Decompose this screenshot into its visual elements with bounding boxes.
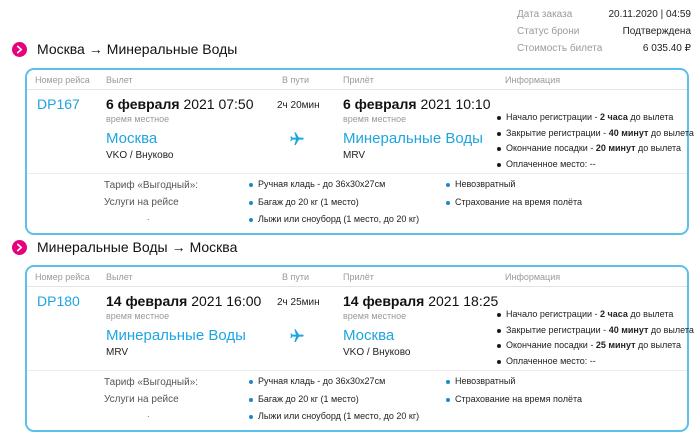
column-arrival: Прилёт (343, 75, 374, 85)
baggage-list (249, 176, 419, 229)
departure-datetime (106, 96, 254, 112)
departure-datetime (106, 293, 261, 309)
info-text: Начало регистрации - (506, 309, 598, 319)
boarding-end-info (497, 338, 694, 354)
column-flight-number: Номер рейса (35, 272, 90, 282)
card-header (27, 267, 687, 287)
column-flight-number: Номер рейса (35, 75, 90, 85)
arrival-datetime (343, 293, 498, 309)
checkin-open-info (497, 307, 694, 323)
baggage-item: Лыжи или сноуборд (1 место, до 20 кг) (249, 211, 419, 229)
column-departure: Вылет (106, 75, 133, 85)
departure-local-label: время местное (106, 114, 170, 124)
route-title (37, 239, 237, 255)
tariff-label: Тариф «Выгодный»: (104, 377, 199, 388)
departure-city: Минеральные Воды (106, 327, 246, 344)
arrival-date: 14 февраля (343, 293, 425, 309)
route-arrow: → (88, 41, 103, 57)
baggage-item: Ручная кладь - до 36x30x27см (249, 176, 419, 194)
chevron-right-icon (12, 42, 27, 57)
info-bold: 2 часа (600, 112, 628, 122)
info-bold: 40 минут (608, 324, 649, 335)
column-departure: Вылет (106, 272, 133, 282)
ticket-cost-value: 6 035.40 ₽ (642, 43, 691, 54)
flight-card-return (25, 265, 694, 432)
baggage-item: Ручная кладь - до 36x30x27см (249, 373, 419, 391)
flight-main (27, 287, 694, 370)
departure-airport: VKO / Внуково (106, 150, 174, 161)
info-bold: 20 минут (595, 143, 636, 153)
condition-item: Невозвратный (446, 176, 582, 194)
arrival-datetime (343, 96, 491, 112)
info-suffix: до вылета (638, 340, 682, 350)
route-from: Москва (37, 41, 85, 57)
flight-duration: 2ч 25мин (277, 297, 320, 308)
arrival-city: Минеральные Воды (343, 130, 483, 147)
info-text: Окончание посадки - (506, 143, 594, 153)
order-date-label: Дата заказа (517, 9, 573, 20)
flight-number: DP180 (37, 293, 80, 309)
departure-date: 6 февраля (106, 96, 180, 112)
info-text: Начало регистрации - (506, 112, 598, 122)
departure-local-label: время местное (106, 311, 170, 321)
paid-seat-info: Оплаченное место: -- (497, 354, 694, 370)
info-suffix: до вылета (630, 309, 674, 319)
info-bold: 40 минут (608, 127, 649, 138)
info-suffix: до вылета (638, 143, 682, 153)
checkin-close-info (497, 126, 694, 142)
info-text: Окончание посадки - (506, 340, 594, 350)
info-suffix: до вылета (650, 324, 694, 335)
airplane-icon (289, 328, 305, 344)
baggage-item: Багаж до 20 кг (1 место) (249, 194, 419, 212)
services-label: Услуги на рейсе (104, 394, 179, 405)
booking-status-value: Подтверждена (622, 26, 691, 37)
baggage-item: Багаж до 20 кг (1 место) (249, 391, 419, 409)
conditions-list (446, 373, 582, 408)
column-arrival: Прилёт (343, 272, 374, 282)
column-en-route: В пути (282, 75, 310, 85)
departure-airport: MRV (106, 347, 129, 358)
condition-item: Страхование на время полёта (446, 391, 582, 409)
flight-card-outbound (25, 68, 694, 235)
route-heading-outbound (12, 40, 237, 58)
column-info: Информация (505, 272, 561, 282)
route-to: Москва (189, 239, 238, 255)
condition-item: Невозвратный (446, 373, 582, 391)
checkin-open-info (497, 110, 694, 126)
order-date-value: 20.11.2020 | 04:59 (608, 9, 691, 20)
arrival-date: 6 февраля (343, 96, 417, 112)
flight-duration: 2ч 20мин (277, 100, 320, 111)
ticket-cost-row (517, 40, 691, 57)
arrival-city: Москва (343, 327, 395, 344)
arrival-time: 2021 10:10 (420, 96, 491, 112)
card-header (27, 70, 687, 90)
services-label: Услуги на рейсе (104, 197, 179, 208)
airplane-icon (289, 131, 305, 147)
info-suffix: до вылета (630, 112, 674, 122)
arrival-local-label: время местное (343, 311, 407, 321)
route-title (37, 41, 237, 57)
route-heading-return (12, 238, 237, 256)
departure-date: 14 февраля (106, 293, 188, 309)
flight-number: DP167 (37, 96, 80, 112)
info-text: Закрытие регистрации - (506, 324, 607, 335)
services-mark: . (147, 212, 150, 222)
flight-info-list (497, 110, 694, 172)
arrival-time: 2021 18:25 (428, 293, 499, 309)
tariff-label: Тариф «Выгодный»: (104, 180, 199, 191)
arrival-airport: MRV (343, 150, 366, 161)
departure-time: 2021 07:50 (183, 96, 254, 112)
flight-info-list (497, 307, 694, 369)
order-date-row (517, 6, 691, 23)
flight-main (27, 90, 694, 173)
booking-meta (517, 6, 691, 57)
info-suffix: до вылета (650, 127, 694, 138)
column-info: Информация (505, 75, 561, 85)
departure-city: Москва (106, 130, 158, 147)
conditions-list (446, 176, 582, 211)
ticket-cost-label: Стоимость билета (517, 43, 603, 54)
chevron-right-icon (12, 240, 27, 255)
booking-status-row (517, 23, 691, 40)
arrival-local-label: время местное (343, 114, 407, 124)
info-text: Закрытие регистрации - (506, 127, 607, 138)
departure-time: 2021 16:00 (191, 293, 262, 309)
flight-extra (27, 173, 687, 233)
route-to: Минеральные Воды (106, 41, 238, 57)
services-mark: . (147, 409, 150, 419)
booking-status-label: Статус брони (517, 26, 580, 37)
baggage-list (249, 373, 419, 426)
info-bold: 25 минут (595, 340, 636, 350)
condition-item: Страхование на время полёта (446, 194, 582, 212)
column-en-route: В пути (282, 272, 310, 282)
arrival-airport: VKO / Внуково (343, 347, 411, 358)
checkin-close-info (497, 323, 694, 339)
flight-extra (27, 370, 687, 430)
route-from: Минеральные Воды (37, 239, 168, 255)
info-bold: 2 часа (600, 309, 628, 319)
boarding-end-info (497, 141, 694, 157)
baggage-item: Лыжи или сноуборд (1 место, до 20 кг) (249, 408, 419, 426)
paid-seat-info: Оплаченное место: -- (497, 157, 694, 173)
route-arrow: → (171, 239, 186, 255)
